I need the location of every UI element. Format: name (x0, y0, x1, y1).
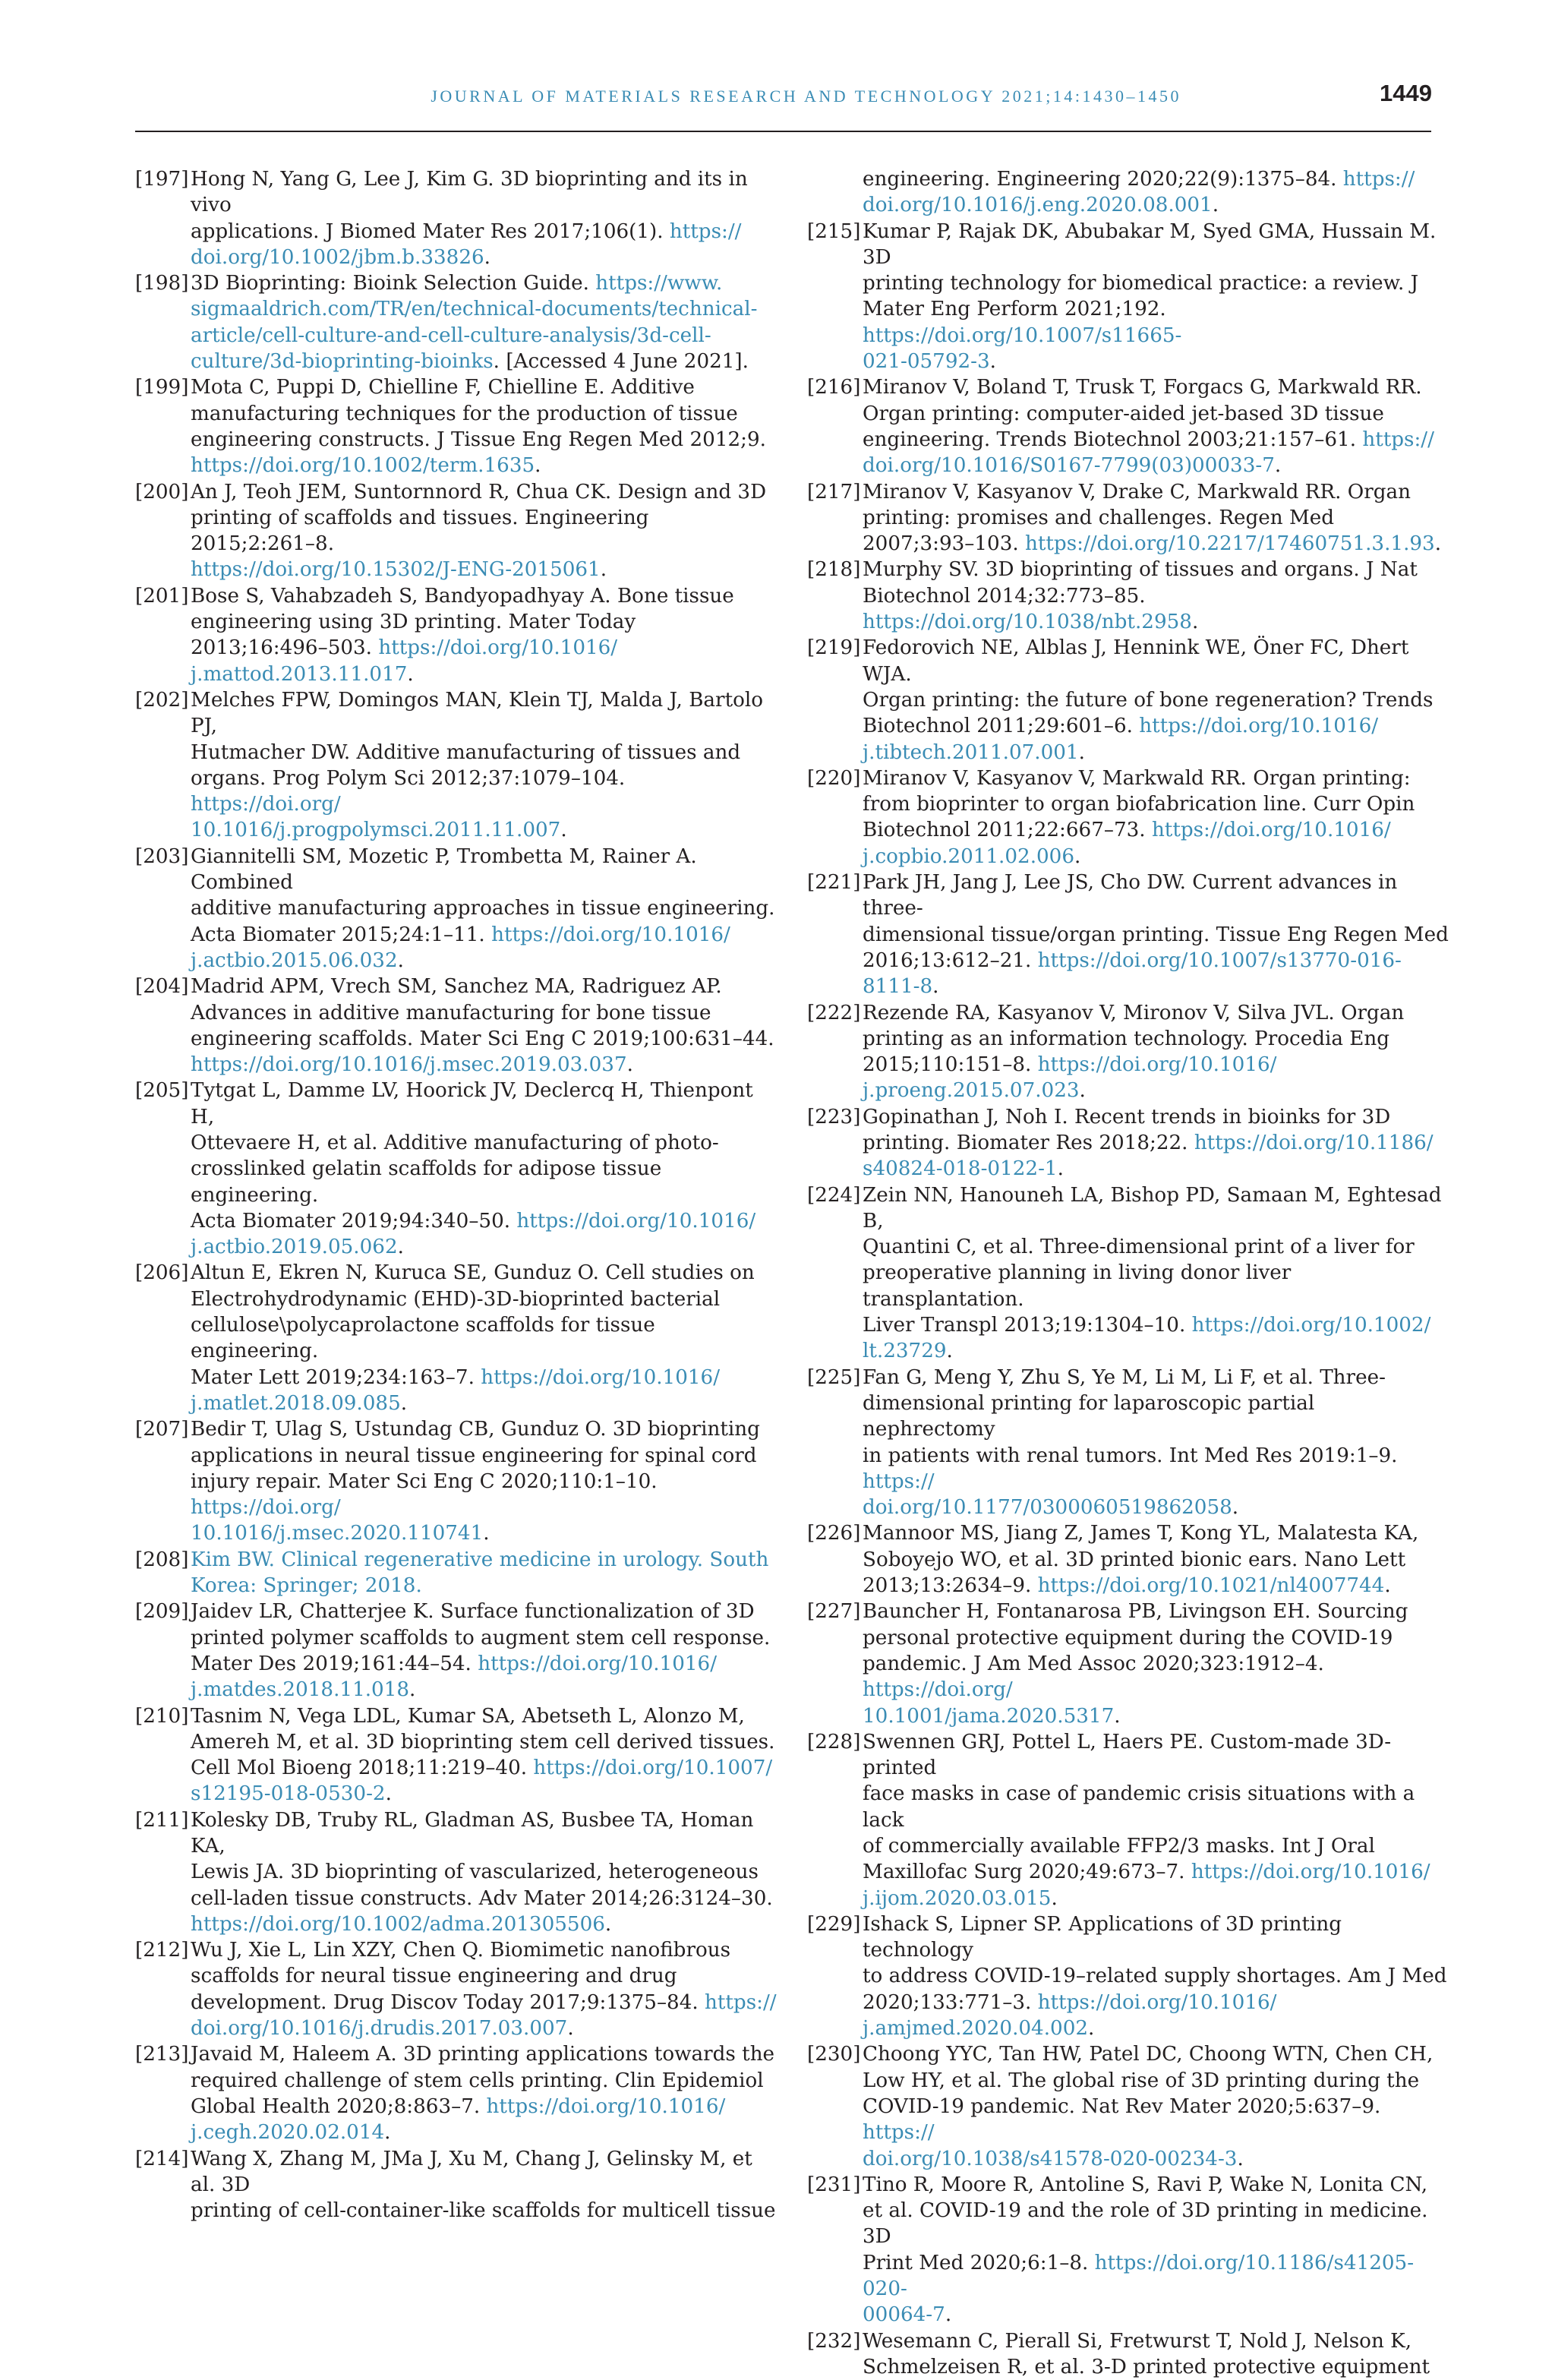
doi-link[interactable]: doi.org/10.1016/S0167-7799(03)00033-7 (863, 454, 1275, 478)
reference-number: [223] (807, 1105, 861, 1128)
reference-number: [206] (135, 1261, 189, 1285)
reference-text: Bose S, Vahabzadeh S, Bandyopadhyay A. Bone tissue engineering using 3D printing. Mater Today 2013;16:496–503. https://doi.org/10.1016/ j.mattod.2013.11.017. (191, 584, 734, 686)
reference-text: Swennen GRJ, Pottel L, Haers PE. Custom-made 3D-printed face masks in case of pandemic crisis situations with a lack of commercially available FFP2/3 masks. Int J Oral Maxillofac Surg 2020;49:673–7. https://doi.org/10.1016/ j.ijom.2020.03.015. (863, 1730, 1430, 1910)
reference-number: [209] (135, 1600, 189, 1624)
reference-number: [214] (135, 2147, 189, 2170)
reference-item (807, 1729, 1449, 1911)
doi-link[interactable]: j.cegh.2020.02.014 (191, 2121, 385, 2145)
reference-item (807, 479, 1449, 557)
reference-number: [231] (807, 2173, 861, 2196)
doi-link[interactable]: https://doi.org/10.1002/adma.201305506 (191, 1912, 605, 1936)
reference-item (135, 1703, 777, 1807)
doi-link[interactable]: j.actbio.2015.06.032 (191, 949, 398, 972)
reference-number: [210] (135, 1704, 189, 1728)
doi-link[interactable]: doi.org/10.1002/jbm.b.33826 (191, 245, 484, 269)
doi-link[interactable]: doi.org/10.1038/s41578-020-00234-3 (863, 2147, 1238, 2170)
reference-number: [230] (807, 2043, 861, 2066)
reference-item (807, 2328, 1449, 2380)
reference-item (135, 844, 777, 974)
reference-item (135, 1416, 777, 1546)
doi-link[interactable]: https://doi.org/10.1016/ (478, 1652, 718, 1675)
reference-number: [197] (135, 168, 189, 191)
doi-link[interactable]: j.copbio.2011.02.006 (863, 844, 1075, 868)
doi-link[interactable]: j.proeng.2015.07.023 (863, 1079, 1080, 1103)
reference-text: Wu J, Xie L, Lin XZY, Chen Q. Biomimetic nanofibrous scaffolds for neural tissue engineering and drug development. Drug Discov Today 2017;9:1375–84. https:// doi.org/10.1016/j.drudis.2017.03.007. (191, 1939, 777, 2041)
reference-text: Miranov V, Boland T, Trusk T, Forgacs G, Markwald RR. Organ printing: computer-aided jet-based 3D tissue engineering. Trends Biotechnol 2003;21:157–61. https:// doi.org/10.1016/S0167-7799(03)00033-7. (863, 376, 1434, 478)
doi-link[interactable]: doi.org/10.1177/0300060519862058 (863, 1496, 1232, 1520)
reference-item (135, 2146, 777, 2224)
reference-text: Park JH, Jang J, Lee JS, Cho DW. Current advances in three- dimensional tissue/organ printing. Tissue Eng Regen Med 2016;13:612–21. https://doi.org/10.1007/s13770-016-8111-8. (863, 871, 1449, 999)
doi-link[interactable]: 10.1001/jama.2020.5317 (863, 1704, 1115, 1728)
reference-item (135, 1260, 777, 1416)
doi-link[interactable]: j.ijom.2020.03.015 (863, 1886, 1052, 1910)
reference-item (807, 1911, 1449, 2041)
reference-text: Bauncher H, Fontanarosa PB, Livingson EH. Sourcing personal protective equipment during the COVID-19 pandemic. J Am Med Assoc 2020;323:1912–4. https://doi.org/ 10.1001/jama.2020.5317. (863, 1600, 1408, 1728)
reference-item (135, 166, 777, 270)
doi-link[interactable]: https://doi.org/10.1186/s41205-020- (863, 2251, 1415, 2301)
doi-link[interactable]: j.mattod.2013.11.017 (191, 662, 408, 686)
doi-link[interactable]: j.matlet.2018.09.085 (191, 1391, 401, 1415)
reference-text: Hong N, Yang G, Lee J, Kim G. 3D bioprinting and its in vivo applications. J Biomed Mater Res 2017;106(1). https:// doi.org/10.1002/jbm.b.33826. (191, 168, 748, 269)
reference-item (807, 870, 1449, 999)
reference-item (135, 1078, 777, 1260)
doi-link[interactable]: https://doi.org/10.1016/j.msec.2019.03.037 (191, 1053, 627, 1077)
reference-number: [207] (135, 1418, 189, 1441)
doi-link[interactable]: https://doi.org/10.1007/s13770-016-8111-8 (863, 949, 1402, 999)
doi-link[interactable]: https://doi.org/ (191, 1496, 341, 1520)
reference-text: Wesemann C, Pierall Si, Fretwurst T, Nold J, Nelson K, Schmelzeisen R, et al. 3-D printed protective equipment (863, 2329, 1430, 2378)
reference-item (135, 1807, 777, 1937)
doi-link[interactable]: https:// (1342, 168, 1415, 191)
reference-item (135, 687, 777, 844)
reference-number: [204] (135, 975, 189, 999)
reference-item (135, 974, 777, 1078)
doi-link[interactable]: lt.23729 (863, 1340, 947, 1363)
reference-text: Bedir T, Ulag S, Ustundag CB, Gunduz O. 3D bioprinting applications in neural tissue engineering for spinal cord injury repair. Mater Sci Eng C 2020;110:1–10. https://doi.org/ 10.1016/j.msec.2020.110741. (191, 1418, 760, 1545)
reference-text: Choong YYC, Tan HW, Patel DC, Choong WTN, Chen CH, Low HY, et al. The global rise of 3D printing during the COVID-19 pandemic. Nat Rev Mater 2020;5:637–9. https:// doi.org/10.1038/s41578-020-00234-3. (863, 2043, 1434, 2170)
reference-number: [211] (135, 1808, 189, 1832)
reference-number: [200] (135, 480, 189, 503)
reference-item (807, 1104, 1449, 1182)
reference-item (135, 270, 777, 374)
journal-running-header: JOURNAL OF MATERIALS RESEARCH AND TECHNOLOGY 2021;14:1430–1450 (431, 87, 1181, 106)
reference-item (135, 1547, 777, 1599)
reference-text: Gopinathan J, Noh I. Recent trends in bioinks for 3D printing. Biomater Res 2018;22. https://doi.org/10.1186/ s40824-018-0122-1. (863, 1105, 1434, 1181)
reference-item (807, 1520, 1449, 1599)
doi-link[interactable]: https://doi.org/10.1007/s11665- (863, 324, 1182, 347)
reference-item (135, 1599, 777, 1703)
reference-column-left (135, 166, 777, 2224)
reference-item (807, 765, 1449, 870)
reference-number: [202] (135, 688, 189, 712)
doi-link[interactable]: https:// (669, 219, 742, 243)
reference-column-right (807, 166, 1449, 2380)
doi-link[interactable]: https://doi.org/10.1186/ (1194, 1131, 1434, 1154)
reference-text: Murphy SV. 3D bioprinting of tissues and organs. J Nat Biotechnol 2014;32:773–85. https://doi.org/10.1038/nbt.2958. (863, 558, 1418, 634)
doi-link[interactable]: https://doi.org/ (191, 793, 341, 816)
reference-text: Altun E, Ekren N, Kuruca SE, Gunduz O. Cell studies on Electrohydrodynamic (EHD)-3D-bioprinted bacterial cellulose\polycaprolactone scaffolds for tissue engineering. Mater Lett 2019;234:163–7. https://doi.org/10.1016/ j.matlet.2018.09.085. (191, 1261, 755, 1415)
reference-text: Tino R, Moore R, Antoline S, Ravi P, Wake N, Lonita CN, et al. COVID-19 and the role of 3D printing in medicine. 3D Print Med 2020;6:1–8. https://doi.org/10.1186/s41205-020- 00064-7. (863, 2173, 1428, 2327)
reference-number: [218] (807, 558, 861, 582)
doi-link[interactable]: https:// (1362, 428, 1434, 451)
doi-link[interactable]: https:// (863, 2121, 935, 2145)
reference-text: Mota C, Puppi D, Chielline F, Chielline E. Additive manufacturing techniques for the production of tissue engineering constructs. J Tissue Eng Regen Med 2012;9. https://doi.org/10.1002/term.1635. (191, 376, 766, 478)
reference-item (807, 374, 1449, 478)
doi-link[interactable]: https://doi.org/10.1016/ (1191, 1861, 1430, 1884)
reference-text: Mannoor MS, Jiang Z, James T, Kong YL, Malatesta KA, Soboyejo WO, et al. 3D printed bionic ears. Nano Lett 2013;13:2634–9. https://doi.org/10.1021/nl4007744. (863, 1522, 1419, 1598)
doi-link[interactable]: https://doi.org/10.1016/ (1139, 715, 1379, 738)
doi-link[interactable]: https://doi.org/10.1016/ (1037, 1990, 1277, 2014)
reference-number: [216] (807, 376, 861, 399)
reference-item (807, 1365, 1449, 1521)
reference-number: [220] (807, 766, 861, 790)
doi-link[interactable]: doi.org/10.1016/j.eng.2020.08.001 (863, 194, 1213, 217)
doi-link[interactable]: https://doi.org/10.1016/ (486, 2094, 726, 2118)
doi-link[interactable]: https://doi.org/10.1016/ (481, 1365, 721, 1389)
reference-number: [208] (135, 1548, 189, 1571)
reference-text: Kolesky DB, Truby RL, Gladman AS, Busbee TA, Homan KA, Lewis JA. 3D bioprinting of vascularized, heterogeneous cell-laden tissue constructs. Adv Mater 2014;26:3124–30. https://doi.org/10.1002/adma.201305506. (191, 1808, 773, 1936)
reference-item (135, 583, 777, 687)
reference-number: [201] (135, 584, 189, 608)
reference-number: [227] (807, 1600, 861, 1624)
doi-link[interactable]: 10.1016/j.msec.2020.110741 (191, 1522, 484, 1545)
reference-text: An J, Teoh JEM, Suntornnord R, Chua CK. Design and 3D printing of scaffolds and tissues. Engineering 2015;2:261–8. https://doi.org/10.15302/J-ENG-2015061. (191, 480, 767, 582)
reference-item (807, 166, 1449, 219)
reference-text: Ishack S, Lipner SP. Applications of 3D printing technology to address COVID-19–related supply shortages. Am J Med 2020;133:771–3. https://doi.org/10.1016/ j.amjmed.2020.04.002. (863, 1912, 1447, 2041)
reference-text: Miranov V, Kasyanov V, Drake C, Markwald RR. Organ printing: promises and challenges. Regen Med 2007;3:93–103. https://doi.org/10.2217/17460751.3.1.93. (863, 480, 1442, 556)
reference-number: [222] (807, 1001, 861, 1024)
doi-link[interactable]: https://doi.org/10.1002/term.1635 (191, 454, 535, 478)
reference-item (807, 2172, 1449, 2328)
reference-item (807, 1182, 1449, 1365)
page-number: 1449 (1380, 80, 1432, 106)
doi-link[interactable]: culture/3d-bioprinting-bioinks (191, 350, 494, 374)
reference-text: Madrid APM, Vrech SM, Sanchez MA, Radriguez AP. Advances in additive manufacturing for bone tissue engineering scaffolds. Mater Sci Eng C 2019;100:631–44. https://doi.org/10.1016/j.msec.2019.03.037. (191, 975, 774, 1077)
reference-text: Melches FPW, Domingos MAN, Klein TJ, Malda J, Bartolo PJ, Hutmacher DW. Additive manufacturing of tissues and organs. Prog Polym Sci 2012;37:1079–104. https://doi.org/ 10.1016/j.progpolymsci.2011.11.007. (191, 688, 763, 842)
doi-link[interactable]: https://doi.org/10.1021/nl4007744 (1037, 1574, 1385, 1598)
doi-link[interactable]: doi.org/10.1016/j.drudis.2017.03.007 (191, 2017, 568, 2041)
reference-number: [232] (807, 2329, 861, 2353)
doi-link[interactable]: https://doi.org/10.1002/ (1191, 1314, 1431, 1337)
doi-link[interactable]: s12195-018-0530-2 (191, 1782, 386, 1806)
doi-link[interactable]: 00064-7 (863, 2303, 945, 2327)
doi-link[interactable]: 10.1016/j.progpolymsci.2011.11.007 (191, 819, 561, 842)
reference-number: [199] (135, 376, 189, 399)
doi-link[interactable]: https://www. (595, 272, 723, 295)
doi-link[interactable]: https://doi.org/10.1016/ (516, 1209, 756, 1233)
doi-link[interactable]: sigmaaldrich.com/TR/en/technical-documents/technical- (191, 298, 758, 321)
doi-link[interactable]: https://doi.org/10.2217/17460751.3.1.93 (1025, 532, 1435, 556)
reference-number: [221] (807, 871, 861, 895)
reference-text: Fan G, Meng Y, Zhu S, Ye M, Li M, Li F, et al. Three- dimensional printing for laparoscopic partial nephrectomy in patients with renal tumors. Int Med Res 2019:1–9. https:// doi.org/10.1177/0300060519862058. (863, 1365, 1398, 1520)
reference-number: [217] (807, 480, 861, 503)
doi-link[interactable]: https://doi.org/10.15302/J-ENG-2015061 (191, 558, 601, 582)
reference-text: Tasnim N, Vega LDL, Kumar SA, Abetseth L, Alonzo M, Amereh M, et al. 3D bioprinting stem cell derived tissues. Cell Mol Bioeng 2018;11:219–40. https://doi.org/10.1007/ s12195-018-0530-2. (191, 1704, 775, 1806)
doi-link[interactable]: https://doi.org/ (863, 1678, 1013, 1702)
reference-number: [225] (807, 1365, 861, 1389)
doi-link[interactable]: https:// (705, 1990, 777, 2014)
reference-number: [198] (135, 272, 189, 295)
reference-text: Jaidev LR, Chatterjee K. Surface functionalization of 3D printed polymer scaffolds to augment stem cell response. Mater Des 2019;161:44–54. https://doi.org/10.1016/ j.matdes.2018.11.018. (191, 1600, 771, 1702)
reference-item (135, 1937, 777, 2041)
doi-link[interactable]: https://doi.org/10.1038/nbt.2958 (863, 611, 1192, 634)
doi-link[interactable]: j.amjmed.2020.04.002 (863, 2017, 1089, 2041)
reference-text[interactable]: Kim BW. Clinical regenerative medicine in urology. South Korea: Springer; 2018. (191, 1548, 769, 1598)
doi-link[interactable]: https:// (863, 1469, 935, 1493)
reference-number: [229] (807, 1912, 861, 1936)
reference-number: [203] (135, 844, 189, 868)
reference-item (807, 1599, 1449, 1728)
reference-number: [226] (807, 1522, 861, 1545)
reference-text: Kumar P, Rajak DK, Abubakar M, Syed GMA, Hussain M. 3D printing technology for biomedical practice: a review. J Mater Eng Perform 2021;192. https://doi.org/10.1007/s11665- 021-05792-3. (863, 219, 1437, 374)
reference-text: engineering. Engineering 2020;22(9):1375–84. https:// doi.org/10.1016/j.eng.2020.08.001. (863, 168, 1415, 217)
reference-number: [213] (135, 2043, 189, 2066)
doi-link[interactable]: j.actbio.2019.05.062 (191, 1236, 398, 1259)
reference-item (807, 635, 1449, 765)
doi-link[interactable]: j.tibtech.2011.07.001 (863, 740, 1079, 764)
reference-text: Tytgat L, Damme LV, Hoorick JV, Declercq H, Thienpont H, Ottevaere H, et al. Additive manufacturing of photo- crosslinked gelatin scaffolds for adipose tissue engineering. Acta Biomater 2019;94:340–50. https://doi.org/10.1016/ j.actbio.2019.05.062. (191, 1079, 756, 1259)
doi-link[interactable]: https://doi.org/10.1016/ (491, 923, 730, 946)
reference-number: [205] (135, 1079, 189, 1103)
reference-text: Giannitelli SM, Mozetic P, Trombetta M, Rainer A. Combined additive manufacturing approaches in tissue engineering. Acta Biomater 2015;24:1–11. https://doi.org/10.1016/ j.actbio.2015.06.032. (191, 844, 775, 972)
doi-link[interactable]: https://doi.org/10.1007/ (533, 1757, 773, 1780)
reference-item (135, 479, 777, 583)
reference-text: Wang X, Zhang M, JMa J, Xu M, Chang J, Gelinsky M, et al. 3D printing of cell-container-like scaffolds for multicell tissue (191, 2147, 776, 2223)
reference-item (135, 2041, 777, 2145)
reference-text: Miranov V, Kasyanov V, Markwald RR. Organ printing: from bioprinter to organ biofabrication line. Curr Opin Biotechnol 2011;22:667–73. https://doi.org/10.1016/ j.copbio.2011.02.006. (863, 766, 1415, 868)
reference-item (807, 557, 1449, 635)
reference-number: [215] (807, 219, 861, 243)
doi-link[interactable]: https://doi.org/10.1016/ (378, 636, 618, 660)
doi-link[interactable]: s40824-018-0122-1 (863, 1157, 1058, 1181)
header-divider (135, 131, 1431, 132)
reference-number: [228] (807, 1730, 861, 1753)
reference-text: Rezende RA, Kasyanov V, Mironov V, Silva JVL. Organ printing as an information technology. Procedia Eng 2015;110:151–8. https://doi.org/10.1016/ j.proeng.2015.07.023. (863, 1001, 1405, 1103)
doi-link[interactable]: https://doi.org/10.1016/ (1151, 819, 1391, 842)
reference-item (135, 374, 777, 478)
reference-text: Javaid M, Haleem A. 3D printing applications towards the required challenge of stem cells printing. Clin Epidemiol Global Health 2020;8:863–7. https://doi.org/10.1016/ j.cegh.2020.02.014. (191, 2043, 775, 2145)
doi-link[interactable]: https://doi.org/10.1016/ (1037, 1053, 1277, 1077)
reference-text: Fedorovich NE, Alblas J, Hennink WE, Öner FC, Dhert WJA. Organ printing: the future of bone regeneration? Trends Biotechnol 2011;29:601–6. https://doi.org/10.1016/ j.tibtech.2011.07.001. (863, 636, 1434, 764)
reference-number: [224] (807, 1183, 861, 1207)
reference-item (807, 219, 1449, 375)
reference-number: [219] (807, 636, 861, 660)
reference-number: [212] (135, 1939, 189, 1962)
doi-link[interactable]: 021-05792-3 (863, 350, 990, 374)
reference-item (807, 2041, 1449, 2171)
doi-link[interactable]: j.matdes.2018.11.018 (191, 1678, 410, 1702)
reference-text: Zein NN, Hanouneh LA, Bishop PD, Samaan M, Eghtesad B, Quantini C, et al. Three-dimensional print of a liver for preoperative planning in living donor liver transplantation. Liver Transpl 2013;19:1304–10. https://doi.org/10.1002/ lt.23729. (863, 1183, 1442, 1363)
reference-item (807, 1000, 1449, 1104)
doi-link[interactable]: article/cell-culture-and-cell-culture-analysis/3d-cell- (191, 324, 711, 347)
reference-text: 3D Bioprinting: Bioink Selection Guide. https://www. sigmaaldrich.com/TR/en/technical-documents/technical- article/cell-culture-and-cell-culture-analysis/3d-cell- culture/3d-bioprinting-bioinks. [Accessed 4 June 2021]. (191, 272, 758, 374)
